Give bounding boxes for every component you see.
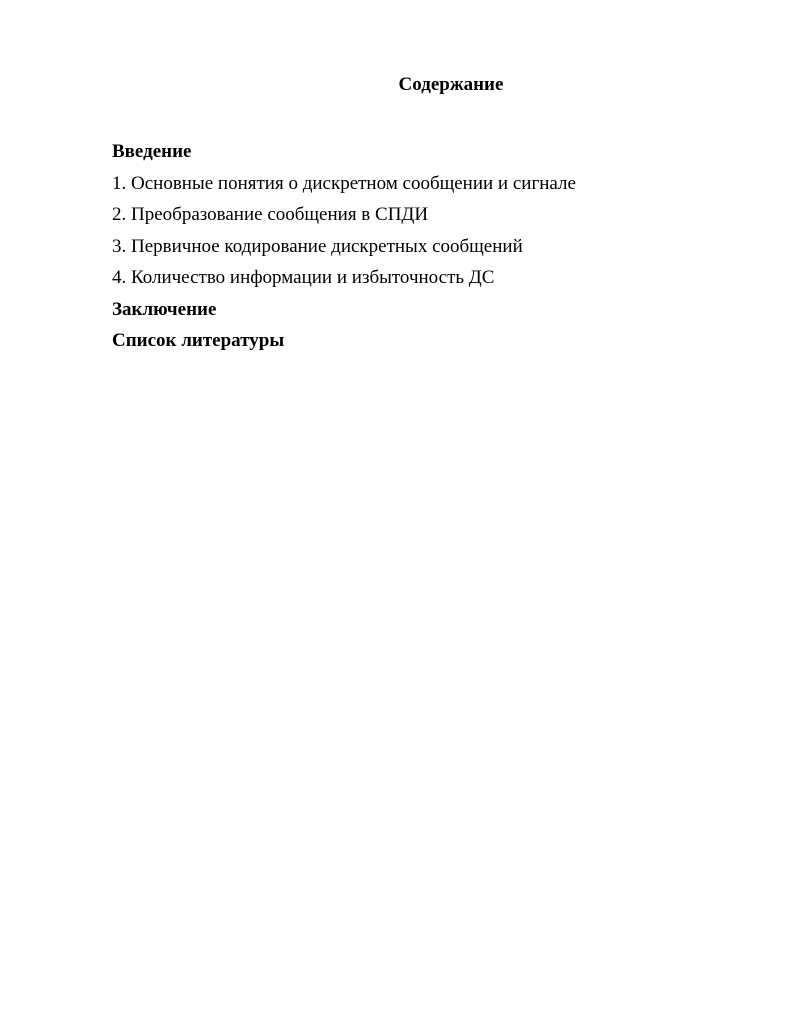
page-title: Содержание: [398, 74, 504, 95]
toc-item-chapter-2: 2. Преобразование сообщения в СПДИ: [112, 204, 429, 225]
toc-item-conclusion: Заключение: [112, 298, 217, 320]
toc-item-chapter-4: 4. Количество информации и избыточность ДС: [112, 267, 495, 288]
toc-item-references: Список литературы: [112, 330, 285, 351]
table-of-contents: [112, 136, 576, 357]
toc-item-chapter-1: 1. Основные понятия о дискретном сообщении и сигнале: [112, 172, 576, 194]
toc-item-chapter-3: 3. Первичное кодирование дискретных сообщений: [112, 235, 523, 257]
toc-item-introduction: Введение: [112, 141, 192, 162]
